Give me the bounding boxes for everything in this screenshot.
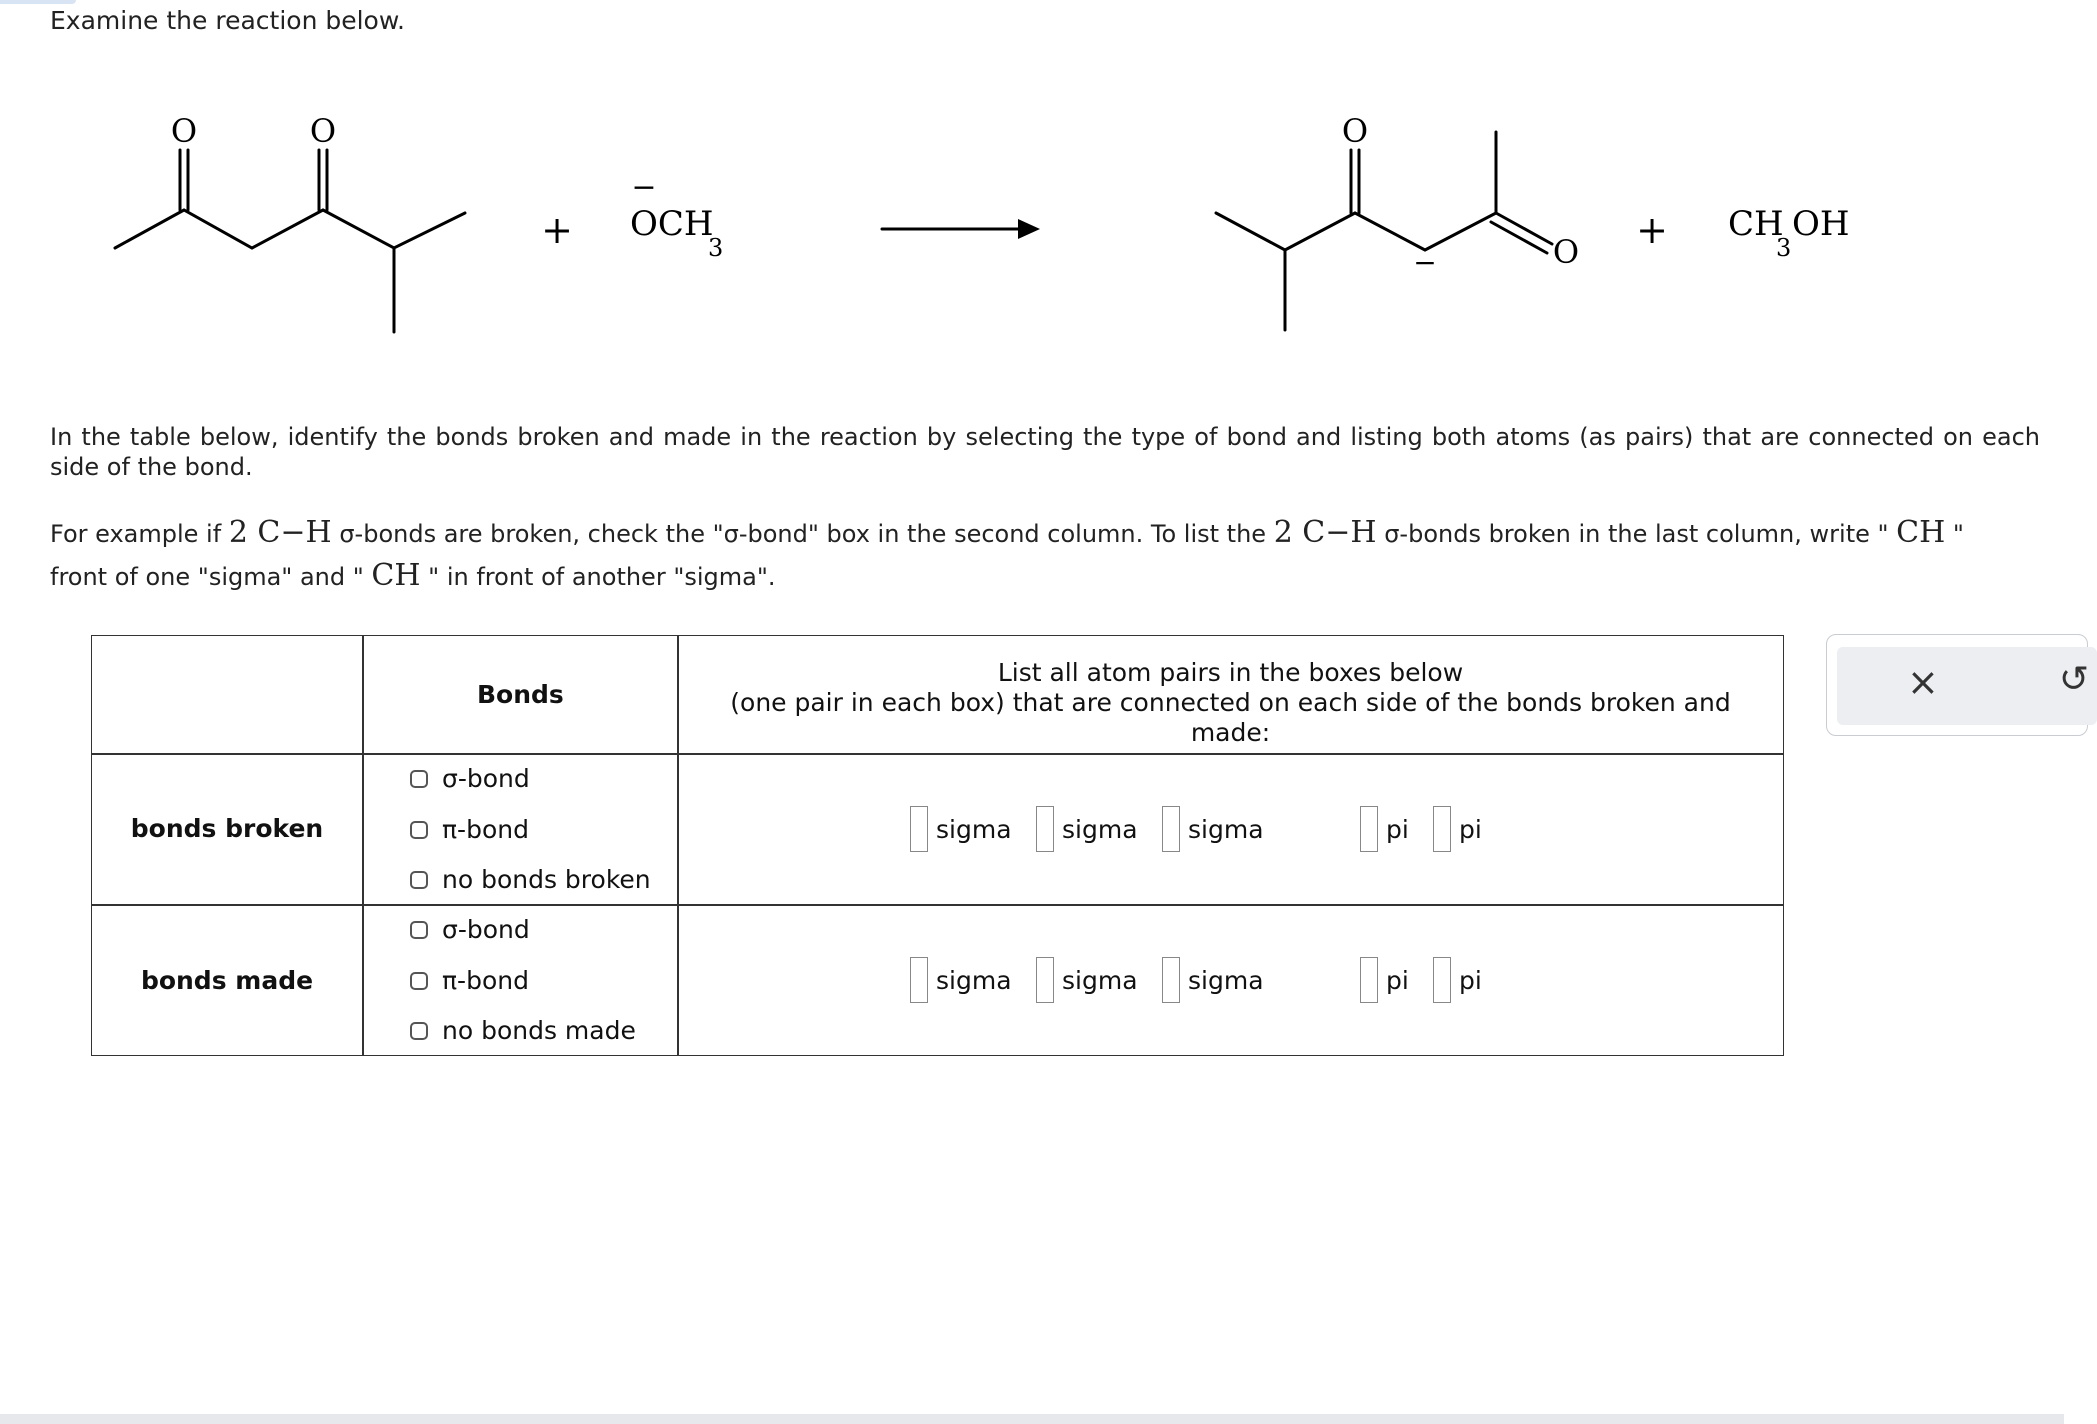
reagent-charge: − [631,170,657,205]
slot-label: pi [1386,965,1409,995]
atom-pair-input[interactable] [1162,806,1180,852]
made-pi-slot-1[interactable] [1360,957,1409,1003]
slot-label: pi [1459,965,1482,995]
table-divider [92,753,1783,755]
slot-label: sigma [1062,814,1138,844]
example-part-f: " in front of another "sigma". [420,563,776,591]
reagent-formula: OCH [630,204,714,244]
checkbox-no-bonds-broken[interactable] [410,865,651,894]
made-pi-slot-2[interactable] [1433,957,1482,1003]
bonds-table [91,635,1784,1056]
checkbox-label: π-bond [442,966,529,995]
slot-label: sigma [936,814,1012,844]
byproduct-formula-b: OH [1792,204,1850,244]
reactant-oxygen-2: O [309,112,337,150]
made-sigma-slot-1[interactable] [910,957,1012,1003]
checkbox-made-pi[interactable] [410,966,529,995]
product-oxygen-1: O [1341,112,1369,150]
question-prompt: Examine the reaction below. [50,6,405,35]
checkbox-broken-sigma[interactable] [410,764,530,793]
reactant-oxygen-1: O [170,112,198,150]
example-math-1: 2 C−H [228,515,332,550]
example-part-a: For example if [50,520,229,548]
example-part-b: σ-bonds are broken, check the "σ-bond" box in the second column. To list the [331,520,1274,548]
tools-bar [1837,647,2097,725]
made-sigma-slot-3[interactable] [1162,957,1264,1003]
bonds-column-header: Bonds [477,680,564,709]
atom-pair-input[interactable] [1360,957,1378,1003]
example-part-c: σ-bonds broken in the last column, write " [1376,520,1897,548]
atom-pairs-column-header [678,658,1783,748]
checkbox-box[interactable] [410,972,428,990]
product-oxygen-2: O [1552,233,1580,271]
atom-pair-input[interactable] [1433,957,1451,1003]
checkbox-label: π-bond [442,815,529,844]
product-charge: − [1413,246,1437,279]
header-line-1: List all atom pairs in the boxes below [997,658,1464,687]
atom-pair-input[interactable] [910,957,928,1003]
checkbox-no-bonds-made[interactable] [410,1016,636,1045]
slot-label: sigma [936,965,1012,995]
byproduct-formula-a: CH [1728,204,1784,244]
byproduct-subscript: 3 [1776,234,1792,262]
checkbox-label: σ-bond [442,915,530,944]
checkbox-box[interactable] [410,770,428,788]
slot-label: sigma [1062,965,1138,995]
answer-tools-panel [1826,634,2088,736]
atom-pair-input[interactable] [1162,957,1180,1003]
example-math-3: CH [1896,515,1946,550]
checkbox-label: no bonds made [442,1016,636,1045]
top-accent-bar [0,0,76,4]
checkbox-made-sigma[interactable] [410,915,530,944]
slot-label: pi [1386,814,1409,844]
checkbox-broken-pi[interactable] [410,815,529,844]
checkbox-box[interactable] [410,1022,428,1040]
reagent-subscript: 3 [708,234,724,262]
made-sigma-slot-2[interactable] [1036,957,1138,1003]
plus-sign-1: + [541,208,573,252]
broken-pi-slot-2[interactable] [1433,806,1482,852]
broken-pi-slot-1[interactable] [1360,806,1409,852]
close-icon[interactable]: × [1907,660,1939,704]
atom-pair-input[interactable] [1036,957,1054,1003]
checkbox-box[interactable] [410,821,428,839]
example-part-e: front of one "sigma" and " [50,563,372,591]
broken-sigma-slot-2[interactable] [1036,806,1138,852]
slot-label: pi [1459,814,1482,844]
atom-pair-input[interactable] [1360,806,1378,852]
checkbox-box[interactable] [410,871,428,889]
table-divider [362,636,364,1055]
atom-pair-input[interactable] [1036,806,1054,852]
checkbox-box[interactable] [410,921,428,939]
example-math-4: CH [371,558,421,593]
broken-sigma-slot-3[interactable] [1162,806,1264,852]
undo-icon[interactable]: ↺ [2059,659,2090,700]
header-line-3: made: [1190,718,1271,747]
example-text [50,512,2090,598]
checkbox-label: no bonds broken [442,865,651,894]
row-label-bonds-broken: bonds broken [130,814,324,843]
header-line-2: (one pair in each box) that are connected on each side of the bonds broken and [730,688,1731,717]
atom-pair-input[interactable] [1433,806,1451,852]
checkbox-label: σ-bond [442,764,530,793]
slot-label: sigma [1188,965,1264,995]
atom-pair-input[interactable] [910,806,928,852]
row-label-bonds-made: bonds made [140,966,314,995]
instructions-text: In the table below, identify the bonds broken and made in the reaction by selecting the type of bond and listing both atoms (as pairs) that are connected on each side of the bond. [50,423,2040,481]
broken-sigma-slot-1[interactable] [910,806,1012,852]
example-part-d: " [1945,520,1964,548]
slot-label: sigma [1188,814,1264,844]
example-math-2: 2 C−H [1273,515,1377,550]
plus-sign-2: + [1636,208,1668,252]
reaction-scheme [0,100,1900,360]
bottom-scroll-bar [0,1414,2064,1424]
table-divider [92,904,1783,906]
